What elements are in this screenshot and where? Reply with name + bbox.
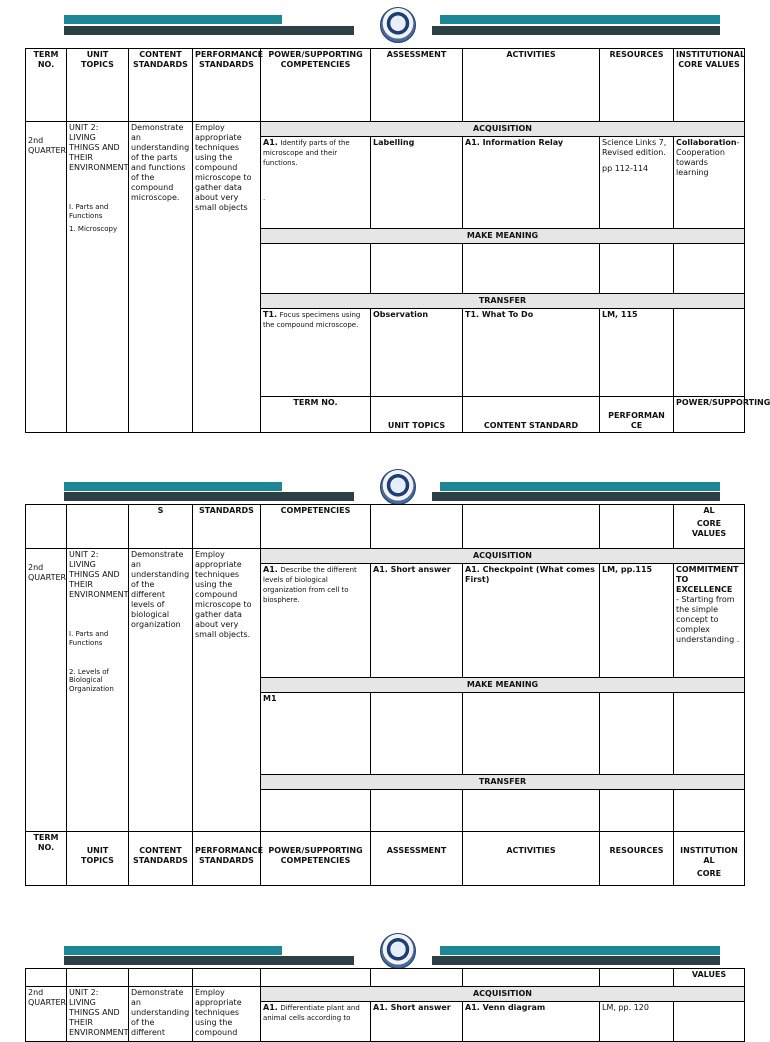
performance-standard: Employ appropriate techniques using the compound microscope to gather data about very small objects.	[193, 549, 261, 832]
competency-a1: A1. Describe the different levels of biological organization from cell to biosphere.	[261, 564, 371, 678]
unit-subtopic: 2. Levels of Biological Organization	[69, 667, 114, 693]
school-seal-icon	[380, 469, 416, 505]
assessment-a1: Labelling	[371, 137, 463, 229]
content-standard: Demonstrate an understanding of the different	[129, 987, 193, 1042]
assessment-a1: A1. Short answer	[371, 1002, 463, 1042]
school-seal-icon	[380, 933, 416, 969]
section-make-meaning: MAKE MEANING	[261, 229, 745, 244]
header-content: CONTENT STANDARDS	[129, 49, 193, 122]
curriculum-map-page-1	[25, 48, 770, 433]
assessment-t1: Observation	[371, 309, 463, 397]
header-institution: VALUES	[674, 969, 745, 987]
competency-m1: M1	[261, 693, 371, 775]
section-acquisition: ACQUISITION	[261, 549, 745, 564]
unit-subtopic: I. Parts and Functions	[69, 203, 109, 220]
unit-cell	[67, 122, 129, 433]
activity-t1: T1. What To Do	[463, 309, 600, 397]
core-value: Collaboration-Cooperation towards learning	[674, 137, 745, 229]
section-transfer: TRANSFER	[261, 775, 745, 790]
performance-standard: Employ appropriate techniques using the compound microscope to gather data about very small objects	[193, 122, 261, 433]
term-cell: 2nd QUARTER	[26, 122, 67, 433]
header-power: COMPETENCIES	[261, 505, 371, 549]
header-content: S	[129, 505, 193, 549]
unit-title: UNIT 2: LIVING THINGS AND THEIR ENVIRONMENT	[69, 123, 129, 172]
header-institution: INSTITUTION AL CORE	[674, 832, 745, 886]
unit-subtopic: 1. Microscopy	[69, 224, 118, 233]
curriculum-map-page-3	[25, 968, 745, 1042]
activity-a1: A1. Checkpoint (What comes First)	[463, 564, 600, 678]
unit-title: UNIT 2: LIVING THINGS AND THEIR ENVIRONMENT	[67, 987, 129, 1042]
resources-a1: LM, pp. 120	[600, 1002, 674, 1042]
header-content: CONTENT STANDARDS	[129, 832, 193, 886]
section-acquisition: ACQUISITION	[261, 987, 745, 1002]
header-term: TERM NO.	[26, 832, 67, 886]
unit-title: UNIT 2: LIVING THINGS AND THEIR ENVIRONMENT	[69, 550, 129, 599]
header-assessment: ASSESSMENT	[371, 49, 463, 122]
header-unit: UNIT TOPICS	[67, 832, 129, 886]
school-seal-icon	[380, 7, 416, 43]
performance-standard: Employ appropriate techniques using the compound	[193, 987, 261, 1042]
header-performance: PERFORMANCE STANDARDS	[193, 832, 261, 886]
header-activities: ACTIVITIES	[463, 49, 600, 122]
header-content: CONTENT STANDARD	[463, 397, 600, 433]
header-power: POWER/SUPPORTING	[674, 397, 745, 433]
header-unit: UNIT TOPICS	[371, 397, 463, 433]
curriculum-map-page-2	[25, 504, 745, 886]
activity-a1: A1. Information Relay	[463, 137, 600, 229]
section-make-meaning: MAKE MEANING	[261, 678, 745, 693]
resources-t1: LM, 115	[600, 309, 674, 397]
header-institution: AL CORE VALUES	[674, 505, 745, 549]
unit-cell	[67, 549, 129, 832]
term-cell: 2nd QUARTER	[26, 549, 67, 832]
header-activities: ACTIVITIES	[463, 832, 600, 886]
header-performance: STANDARDS	[193, 505, 261, 549]
header-institution: INSTITUTIONAL CORE VALUES	[674, 49, 745, 122]
header-performance: PERFORMAN CE	[600, 397, 674, 433]
section-transfer: TRANSFER	[261, 294, 745, 309]
header-term: TERM NO.	[261, 397, 371, 433]
header-resources: RESOURCES	[600, 49, 674, 122]
header-unit: UNIT TOPICS	[67, 49, 129, 122]
content-standard: Demonstrate an understanding of the parts and functions of the compound microscope.	[129, 122, 193, 433]
competency-a1: A1. Differentiate plant and animal cells according to	[261, 1002, 371, 1042]
header-power: POWER/SUPPORTING COMPETENCIES	[261, 832, 371, 886]
section-acquisition: ACQUISITION	[261, 122, 745, 137]
header-assessment: ASSESSMENT	[371, 832, 463, 886]
content-standard: Demonstrate an understanding of the different levels of biological organization	[129, 549, 193, 832]
competency-t1: T1. Focus specimens using the compound microscope.	[261, 309, 371, 397]
core-value: COMMITMENT TO EXCELLENCE - Starting from the simple concept to complex understanding .	[674, 564, 745, 678]
header-term: TERM NO.	[26, 49, 67, 122]
term-cell: 2nd QUARTER	[26, 987, 67, 1042]
resources-a1: LM, pp.115	[600, 564, 674, 678]
header-resources: RESOURCES	[600, 832, 674, 886]
assessment-a1: A1. Short answer	[371, 564, 463, 678]
unit-subtopic: I. Parts and Functions	[69, 630, 109, 647]
header-power: POWER/SUPPORTING COMPETENCIES	[261, 49, 371, 122]
competency-a1: A1. Identify parts of the microscope and their functions. .	[261, 137, 371, 229]
page-banner	[0, 4, 768, 48]
resources-a1: Science Links 7, Revised edition. pp 112-114	[600, 137, 674, 229]
header-performance: PERFORMANCE STANDARDS	[193, 49, 261, 122]
activity-a1: A1. Venn diagram	[463, 1002, 600, 1042]
